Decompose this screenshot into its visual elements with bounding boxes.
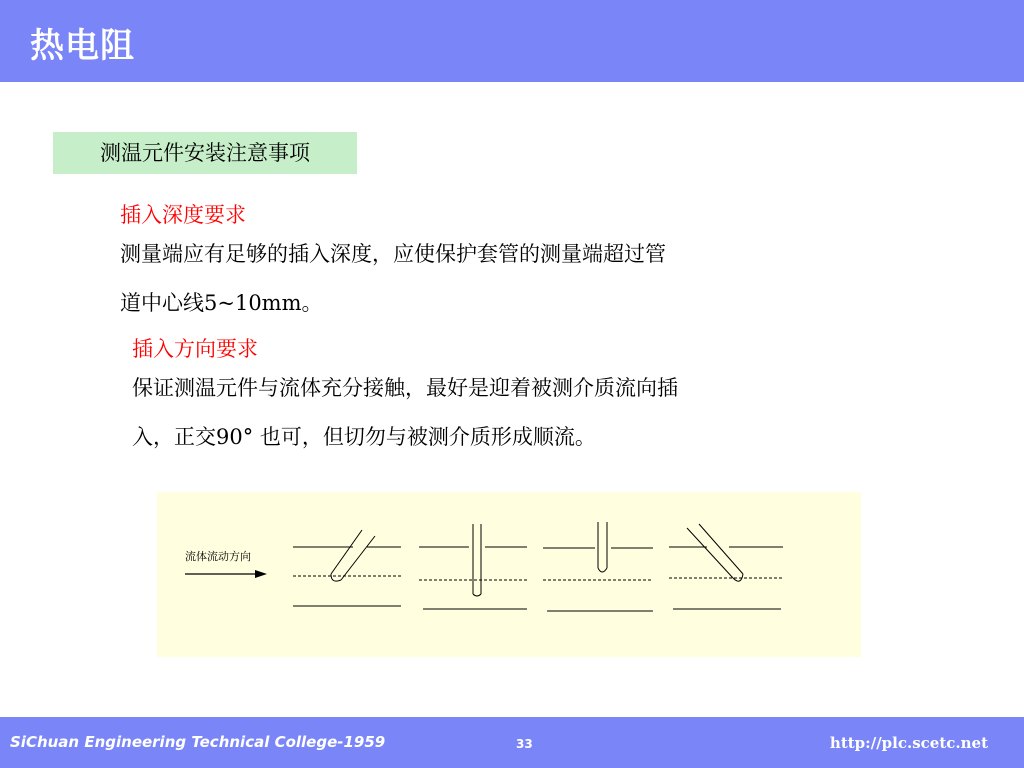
requirement-line: 保证测温元件与流体充分接触，最好是迎着被测介质流向插 bbox=[132, 376, 678, 400]
flow-direction-label: 流体流动方向 bbox=[185, 550, 251, 563]
footer-url: http://plc.scetc.net bbox=[829, 734, 988, 752]
probe-perpendicular-through bbox=[419, 524, 529, 609]
requirement-body-direction bbox=[132, 364, 892, 462]
requirement-heading-depth: 插入深度要求 bbox=[120, 203, 246, 227]
installation-diagram bbox=[157, 492, 861, 657]
requirement-body-depth bbox=[120, 230, 880, 328]
flow-direction-arrow bbox=[185, 570, 267, 578]
installation-diagram-svg bbox=[157, 492, 861, 657]
slide-title: 热电阻 bbox=[30, 26, 135, 66]
footer-college-name: SiChuan Engineering Technical College-1959 bbox=[10, 733, 386, 751]
requirement-line: 测量端应有足够的插入深度，应使保护套管的测量端超过管 bbox=[120, 242, 666, 266]
section-label: 测温元件安装注意事项 bbox=[53, 132, 357, 174]
requirement-heading-direction: 插入方向要求 bbox=[132, 337, 258, 361]
header-bar bbox=[0, 0, 1024, 82]
probe-upstream-angled bbox=[293, 530, 401, 606]
requirement-line: 道中心线5~10mm。 bbox=[120, 291, 323, 315]
probe-downstream-angled bbox=[669, 524, 783, 609]
footer-bar bbox=[0, 717, 1024, 768]
probe-perpendicular-shallow bbox=[543, 522, 653, 611]
page-number: 33 bbox=[516, 737, 533, 751]
requirement-line: 入，正交90° 也可，但切勿与被测介质形成顺流。 bbox=[132, 425, 596, 449]
